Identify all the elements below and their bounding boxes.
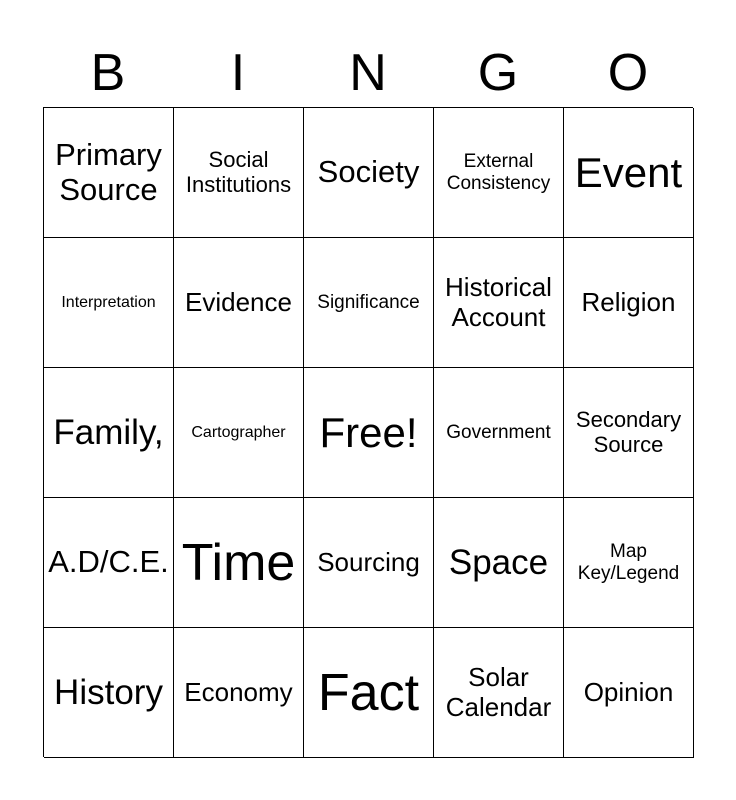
bingo-cell[interactable]: Time bbox=[174, 498, 304, 628]
bingo-cell[interactable]: Secondary Source bbox=[564, 368, 694, 498]
bingo-header bbox=[43, 38, 693, 108]
header-letter-b: B bbox=[90, 44, 126, 102]
bingo-cell[interactable]: Sourcing bbox=[304, 498, 434, 628]
bingo-cell[interactable]: Solar Calendar bbox=[434, 628, 564, 758]
bingo-cell[interactable]: Fact bbox=[304, 628, 434, 758]
bingo-cell[interactable]: Family, bbox=[44, 368, 174, 498]
free-space-cell[interactable]: Free! bbox=[304, 368, 434, 498]
bingo-cell[interactable]: Opinion bbox=[564, 628, 694, 758]
bingo-cell[interactable]: Religion bbox=[564, 238, 694, 368]
bingo-cell[interactable]: Social Institutions bbox=[174, 108, 304, 238]
bingo-cell[interactable]: Primary Source bbox=[44, 108, 174, 238]
header-letter-n: N bbox=[349, 44, 387, 102]
bingo-cell[interactable]: Map Key/Legend bbox=[564, 498, 694, 628]
bingo-cell[interactable]: A.D/C.E. bbox=[44, 498, 174, 628]
bingo-cell[interactable]: Space bbox=[434, 498, 564, 628]
bingo-cell[interactable]: Evidence bbox=[174, 238, 304, 368]
bingo-cell[interactable]: Historical Account bbox=[434, 238, 564, 368]
bingo-cell[interactable]: Event bbox=[564, 108, 694, 238]
header-letter-o: O bbox=[607, 44, 649, 102]
bingo-cell[interactable]: Interpretation bbox=[44, 238, 174, 368]
bingo-board bbox=[43, 107, 693, 757]
bingo-cell[interactable]: Cartographer bbox=[174, 368, 304, 498]
bingo-cell[interactable]: Significance bbox=[304, 238, 434, 368]
bingo-cell[interactable]: Society bbox=[304, 108, 434, 238]
bingo-cell[interactable]: Government bbox=[434, 368, 564, 498]
bingo-cell[interactable]: History bbox=[44, 628, 174, 758]
bingo-cell[interactable]: External Consistency bbox=[434, 108, 564, 238]
bingo-cell[interactable]: Economy bbox=[174, 628, 304, 758]
header-letter-i: I bbox=[230, 44, 246, 102]
header-letter-g: G bbox=[477, 44, 519, 102]
